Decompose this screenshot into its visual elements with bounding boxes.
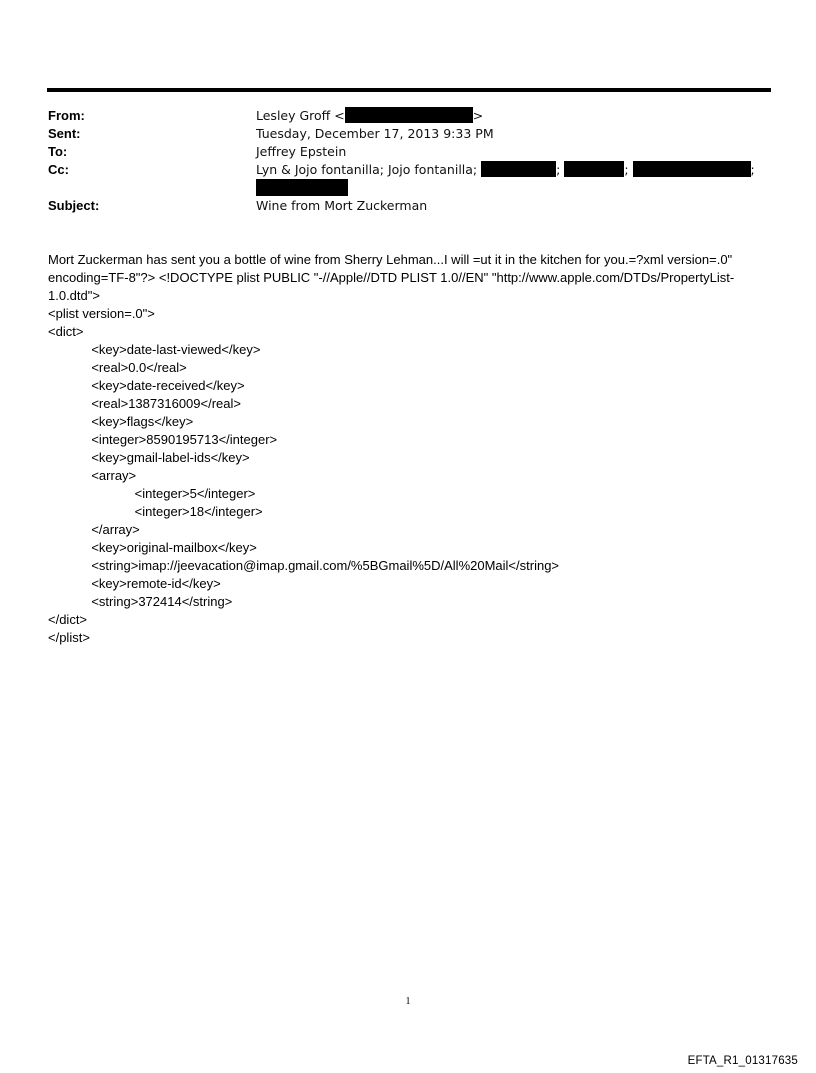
from-close: > [472,108,484,123]
body-lines [48,305,778,647]
from-value [256,107,483,125]
header-rule [47,88,771,92]
cc-separator: ; [750,162,755,177]
cc-names: Lyn & Jojo fontanilla; Jojo fontanilla; [256,162,478,177]
body-line: <key>gmail-label-ids</key> [48,450,250,465]
body-line: <integer>18</integer> [48,504,263,519]
redaction-block [481,161,556,177]
subject-value: Wine from Mort Zuckerman [256,198,428,213]
body-line: <key>remote-id</key> [48,576,221,591]
cc-row [48,161,768,179]
body-line: </dict> [48,612,88,627]
cc-separator: ; [556,162,561,177]
email-header [48,107,768,215]
sent-value: Tuesday, December 17, 2013 9:33 PM [256,126,494,141]
from-row [48,107,768,125]
bates-number: EFTA_R1_01317635 [687,1055,798,1067]
sent-row [48,125,768,143]
body-line: <real>1387316009</real> [48,396,241,411]
body-line: </array> [48,522,140,537]
page-number: 1 [405,996,411,1007]
body-line: <dict> [48,324,84,339]
body-line: <integer>5</integer> [48,486,256,501]
body-line: <plist version=.0"> [48,306,155,321]
to-row [48,143,768,161]
subject-label: Subject: [48,198,100,213]
cc-value [256,161,755,179]
redaction-block [345,107,473,123]
to-label: To: [48,144,68,159]
body-line: </plist> [48,630,90,645]
body-line: <key>date-last-viewed</key> [48,342,261,357]
cc-separator: ; [624,162,629,177]
body-line: <array> [48,468,137,483]
to-value: Jeffrey Epstein [256,144,347,159]
body-line: <string>imap://jeevacation@imap.gmail.com/%5BGmail%5D/All%20Mail</string> [48,558,560,573]
from-name: Lesley Groff < [256,108,345,123]
redaction-block [564,161,624,177]
body-line: <string>372414</string> [48,594,233,609]
body-line: <key>original-mailbox</key> [48,540,257,555]
body-line: <real>0.0</real> [48,360,187,375]
from-label: From: [48,108,85,123]
email-body [48,251,778,647]
redaction-block [633,161,751,177]
body-line: <key>date-received</key> [48,378,245,393]
sent-label: Sent: [48,126,81,141]
subject-row [48,197,768,215]
body-line: <key>flags</key> [48,414,194,429]
cc-label: Cc: [48,162,69,177]
redaction-block [256,179,348,196]
body-line: <integer>8590195713</integer> [48,432,278,447]
body-intro: Mort Zuckerman has sent you a bottle of wine from Sherry Lehman...I will =ut it in the kitchen for you.=?xml version=.0" encoding=TF-8"?> <!DOCTYPE plist PUBLIC "-//Apple//DTD PLIST 1.0//EN" "http://www.apple.com/DTDs/PropertyList-1.0.dtd"> [48,252,735,303]
